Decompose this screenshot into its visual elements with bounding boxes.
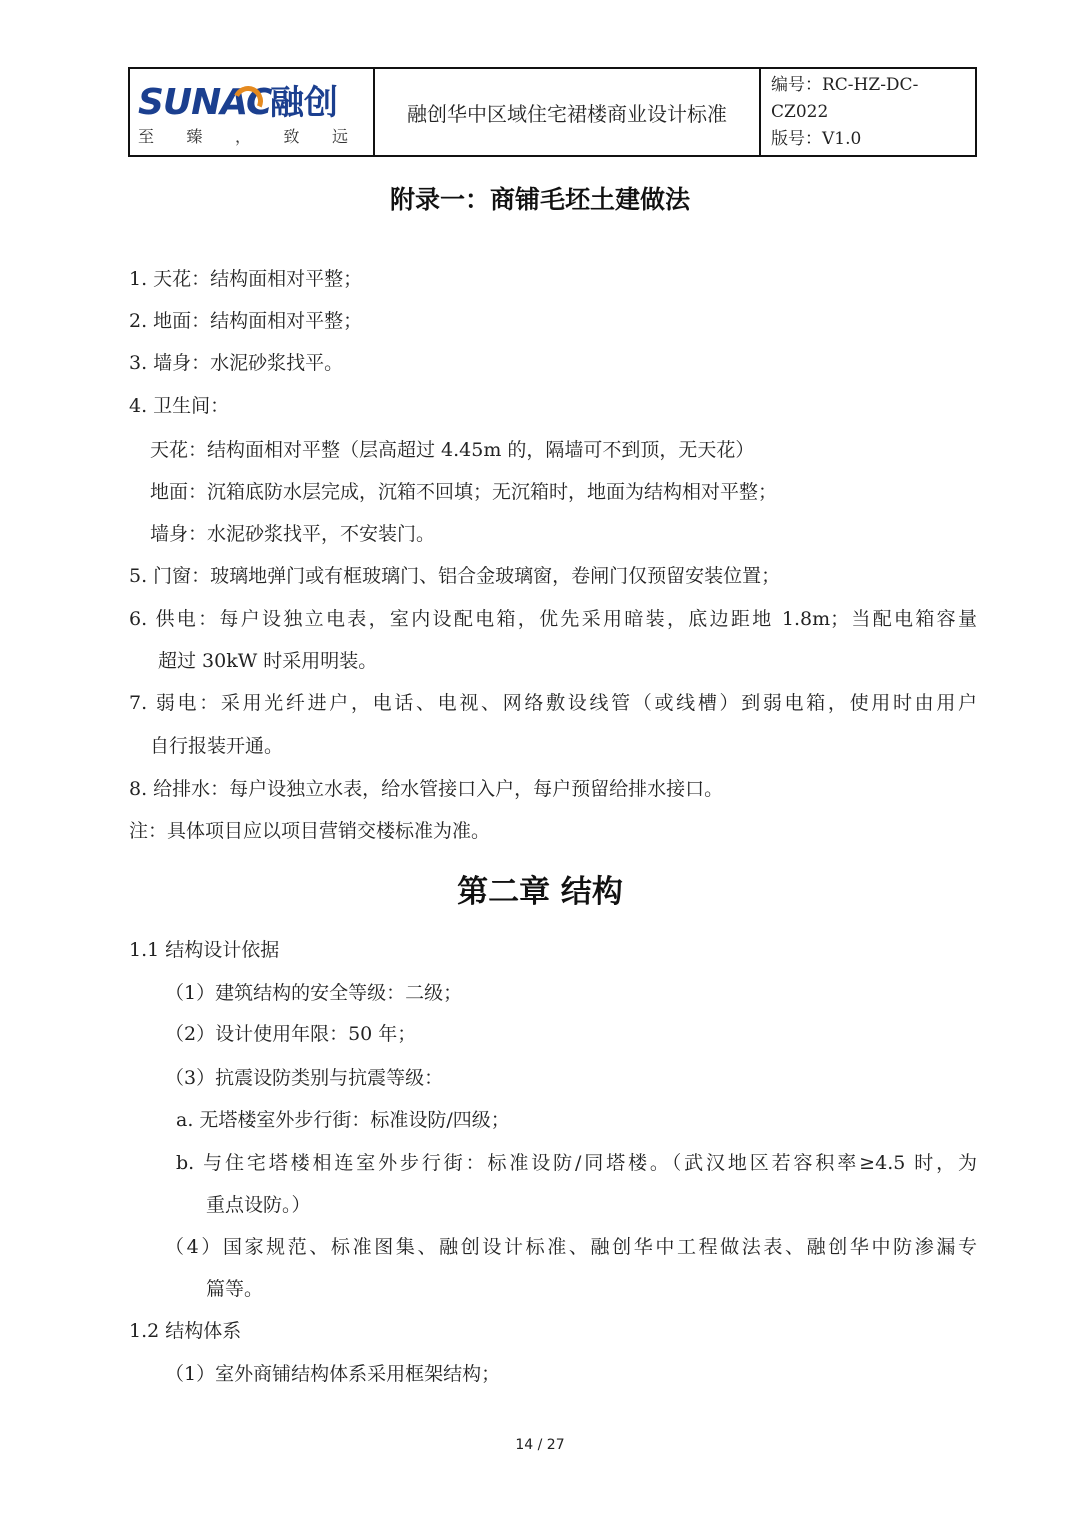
slogan-char: ， [234,127,251,146]
appendix-title: 附录一：商铺毛坯土建做法 [389,185,690,214]
appendix-line: 6. 供电：每户设独立电表，室内设配电箱，优先采用暗装，底边距地 1.8m；当配电箱容量 [129,608,977,630]
document-code-block [761,69,975,155]
document-version: 版号：V1.0 [771,128,862,149]
chapter-line: 重点设防。） [206,1194,311,1216]
chapter-line: b. 与住宅塔楼相连室外步行街：标准设防/同塔楼。（武汉地区若容积率≥4.5 时，为 [176,1152,977,1174]
appendix-note: 注：具体项目应以项目营销交楼标准为准。 [129,820,491,842]
slogan-char: 臻 [186,127,203,146]
appendix-line: 3. 墙身：水泥砂浆找平。 [129,352,344,374]
appendix-line: 天花：结构面相对平整（层高超过 4.45m 的，隔墙可不到顶，无天花） [150,439,755,461]
logo-chinese-text: 融创 [270,83,338,123]
chapter-line: （4）国家规范、标准图集、融创设计标准、融创华中工程做法表、融创华中防渗漏专 [165,1236,977,1258]
chapter-line: a. 无塔楼室外步行街：标准设防/四级； [176,1109,510,1131]
appendix-line: 4. 卫生间： [129,395,230,417]
document-title: 融创华中区域住宅裙楼商业设计标准 [375,69,761,155]
appendix-line: 自行报装开通。 [150,735,284,757]
appendix-line: 地面：沉箱底防水层完成，沉箱不回填；无沉箱时，地面为结构相对平整； [150,481,778,503]
chapter-line: （2）设计使用年限：50 年； [165,1023,417,1045]
slogan-char: 远 [331,127,348,146]
appendix-line: 墙身：水泥砂浆找平，不安装门。 [150,523,436,545]
appendix-line: 8. 给排水：每户设独立水表，给水管接口入户，每户预留给排水接口。 [129,778,724,800]
slogan-char: 至 [138,127,155,146]
appendix-line: 超过 30kW 时采用明装。 [158,650,378,672]
chapter-title: 第二章 结构 [457,874,623,910]
chapter-line: （1）室外商铺结构体系采用框架结构； [165,1363,501,1385]
logo-sunac-text: SUNAC [138,82,272,123]
section-heading: 1.1 结构设计依据 [129,939,280,961]
document-header [128,67,977,157]
appendix-line: 5. 门窗：玻璃地弹门或有框玻璃门、铝合金玻璃窗，卷闸门仅预留安装位置； [129,565,781,587]
chapter-line: （1）建筑结构的安全等级：二级； [165,982,463,1004]
appendix-line: 2. 地面：结构面相对平整； [129,310,363,332]
appendix-line: 1. 天花：结构面相对平整； [129,268,363,290]
appendix-line: 7. 弱电：采用光纤进户，电话、电视、网络敷设线管（或线槽）到弱电箱，使用时由用户 [129,692,977,714]
logo-slogan [138,124,348,147]
chapter-line: 篇等。 [206,1278,264,1300]
section-heading: 1.2 结构体系 [129,1320,242,1342]
chapter-line: （3）抗震设防类别与抗震等级： [165,1067,444,1089]
page-number: 14 / 27 [515,1437,565,1453]
document-code: 编号：RC-HZ-DC-CZ022 [771,74,919,122]
slogan-char: 致 [283,127,300,146]
company-logo [130,69,375,155]
